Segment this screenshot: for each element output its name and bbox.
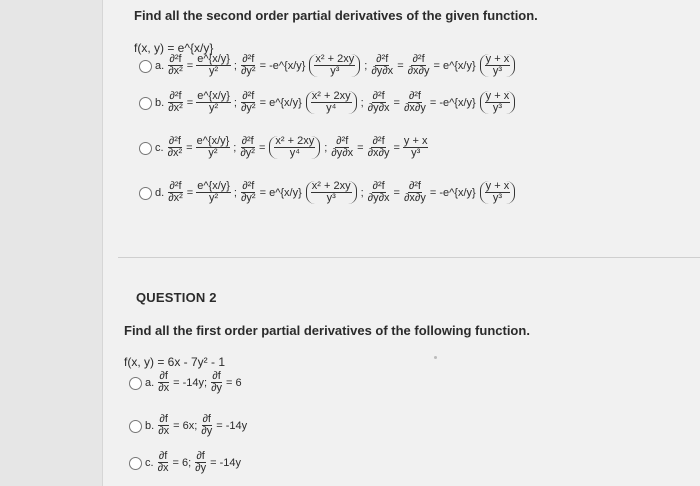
df-dx-denominator: ∂x	[157, 462, 169, 474]
fx-value: = -14y;	[173, 376, 208, 389]
d2f-dxdy-numerator: ∂²f	[408, 180, 421, 192]
d2f-dy2-numerator: ∂²f	[242, 180, 255, 192]
q1-option-3-radio[interactable]	[139, 142, 152, 155]
fyy-value	[309, 54, 360, 77]
d2f-dxdy-numerator: ∂²f	[412, 53, 425, 65]
fxx-value-numerator: e^{x/y}	[197, 180, 230, 192]
fxy-prefix: = -e^{x/y}	[429, 96, 476, 109]
fxx-value	[196, 54, 231, 77]
equals-sign: =	[357, 141, 364, 154]
separator: ;	[233, 96, 237, 109]
df-dx	[157, 414, 170, 437]
fyy-prefix: = -e^{x/y}	[259, 59, 306, 72]
fx-value: = 6x;	[173, 419, 198, 432]
fxy-value-fraction	[485, 181, 511, 204]
q1-option-2-radio[interactable]	[139, 97, 152, 110]
fyy-value	[269, 136, 320, 159]
fxy-prefix: =	[393, 141, 400, 154]
separator: ;	[360, 186, 364, 199]
q1-option-1-radio[interactable]	[139, 60, 152, 73]
fxy-value	[480, 91, 516, 114]
fxx-value-numerator: e^{x/y}	[197, 53, 230, 65]
q1-option-letter: a.	[155, 59, 165, 72]
df-dy	[210, 371, 223, 394]
df-dy	[200, 414, 213, 437]
fxx-value-denominator: y²	[208, 192, 219, 204]
df-dx-numerator: ∂f	[159, 370, 168, 382]
fxy-value-fraction	[485, 91, 511, 114]
fxy-value-fraction-denominator: y³	[492, 102, 503, 114]
d2f-dx2-denominator: ∂x²	[168, 65, 183, 77]
fy-value: = -14y	[210, 456, 241, 469]
fy-value: = -14y	[216, 419, 248, 432]
q1-function: f(x, y) = e^{x/y}	[134, 41, 214, 55]
fyy-value-fraction-numerator: x² + 2xy	[311, 90, 351, 102]
df-dy-numerator: ∂f	[202, 413, 211, 425]
q2-option-1-radio[interactable]	[129, 377, 142, 390]
fyy-value-fraction-denominator: y³	[330, 65, 340, 77]
df-dx	[157, 371, 170, 394]
q2-option-2[interactable]	[143, 414, 249, 437]
fyy-value-fraction-denominator: y⁴	[326, 102, 337, 114]
fxx-value-numerator: e^{x/y}	[197, 90, 230, 102]
q1-option-letter: b.	[155, 96, 165, 109]
q1-option-2[interactable]	[153, 91, 517, 114]
d2f-dydx	[330, 136, 354, 159]
separator: ;	[360, 96, 364, 109]
d2f-dxdy-denominator: ∂x∂y	[367, 147, 390, 159]
q2-option-3[interactable]	[143, 451, 243, 474]
d2f-dy2	[240, 91, 257, 114]
d2f-dxdy-numerator: ∂²f	[408, 90, 421, 102]
fxx-value-denominator: y²	[208, 147, 218, 159]
q2-option-1[interactable]	[143, 371, 244, 394]
fxy-value-fraction-numerator: y + x	[485, 53, 510, 65]
df-dx-denominator: ∂x	[158, 425, 170, 437]
d2f-dydx-numerator: ∂²f	[376, 53, 389, 65]
q1-option-1[interactable]	[153, 54, 517, 77]
d2f-dx2-numerator: ∂²f	[169, 180, 182, 192]
df-dy-numerator: ∂f	[196, 450, 205, 462]
fyy-value	[306, 181, 357, 204]
df-dx-numerator: ∂f	[159, 413, 168, 425]
d2f-dy2	[240, 54, 257, 77]
df-dy-denominator: ∂y	[211, 382, 222, 394]
q2-option-letter: a.	[145, 376, 155, 389]
d2f-dydx-numerator: ∂²f	[372, 90, 385, 102]
fxy-prefix: = e^{x/y}	[433, 59, 476, 72]
d2f-dy2-denominator: ∂y²	[240, 102, 256, 114]
d2f-dy2-denominator: ∂y²	[240, 192, 256, 204]
d2f-dydx-denominator: ∂y∂x	[367, 192, 390, 204]
d2f-dydx-numerator: ∂²f	[372, 180, 385, 192]
separator: ;	[233, 141, 237, 154]
d2f-dx2	[167, 181, 184, 204]
d2f-dx2	[167, 136, 184, 159]
d2f-dydx	[367, 91, 391, 114]
d2f-dxdy	[367, 136, 391, 159]
fxy-value-numerator: y + x	[403, 135, 428, 147]
d2f-dy2-numerator: ∂²f	[241, 135, 254, 147]
q2-option-letter: b.	[145, 419, 155, 432]
d2f-dx2-denominator: ∂x²	[168, 192, 183, 204]
d2f-dx2	[167, 54, 184, 77]
df-dy-denominator: ∂y	[201, 425, 213, 437]
equals-sign: =	[186, 141, 193, 154]
d2f-dx2-numerator: ∂²f	[169, 90, 182, 102]
equals-sign: =	[393, 96, 400, 109]
fxy-value-fraction-denominator: y³	[492, 192, 503, 204]
df-dx	[157, 451, 170, 474]
fxx-value-numerator: e^{x/y}	[196, 135, 230, 147]
d2f-dydx-denominator: ∂y∂x	[371, 65, 394, 77]
fxy-value-fraction-denominator: y³	[492, 65, 503, 77]
fxx-value	[196, 181, 231, 204]
df-dy	[194, 451, 207, 474]
equals-sign: =	[186, 59, 194, 72]
fxx-value-denominator: y²	[208, 102, 219, 114]
fyy-value-fraction-denominator: y³	[326, 192, 336, 204]
d2f-dx2-numerator: ∂²f	[169, 53, 182, 65]
q2-function: f(x, y) = 6x - 7y² - 1	[124, 355, 226, 369]
fxy-value-fraction-numerator: y + x	[485, 90, 510, 102]
d2f-dxdy-denominator: ∂x∂y	[407, 65, 430, 77]
d2f-dxdy-denominator: ∂x∂y	[403, 192, 426, 204]
d2f-dxdy	[403, 91, 427, 114]
fxy-value-denominator: y³	[411, 147, 421, 159]
equals-sign: =	[397, 59, 404, 72]
q2-heading: QUESTION 2	[136, 290, 217, 305]
fxx-value	[196, 91, 231, 114]
panel-edge	[102, 0, 103, 486]
fxy-value	[480, 54, 516, 77]
separator: ;	[364, 59, 368, 72]
d2f-dy2-denominator: ∂y²	[240, 65, 256, 77]
q2-option-letter: c.	[145, 456, 154, 469]
fyy-value	[306, 91, 357, 114]
d2f-dy2	[240, 181, 257, 204]
d2f-dy2-denominator: ∂y²	[240, 147, 255, 159]
d2f-dydx	[367, 181, 391, 204]
fyy-value-fraction-denominator: y⁴	[289, 147, 300, 159]
separator: ;	[324, 141, 328, 154]
fxy-value	[480, 181, 516, 204]
d2f-dx2-numerator: ∂²f	[168, 135, 181, 147]
d2f-dxdy	[407, 54, 431, 77]
d2f-dydx	[370, 54, 394, 77]
d2f-dxdy	[403, 181, 427, 204]
divider	[118, 257, 700, 258]
fyy-prefix: = e^{x/y}	[259, 186, 302, 199]
q1-option-letter: c.	[155, 141, 164, 154]
fyy-value-fraction	[274, 136, 315, 159]
fxy-value-fraction	[485, 54, 511, 77]
q1-option-4[interactable]	[153, 181, 517, 204]
q1-option-3[interactable]	[153, 136, 429, 159]
df-dy-numerator: ∂f	[212, 370, 221, 382]
fxx-value-denominator: y²	[208, 65, 219, 77]
fxy-value	[403, 136, 429, 159]
q1-option-letter: d.	[155, 186, 165, 199]
fyy-value-fraction	[314, 54, 355, 77]
d2f-dy2-numerator: ∂²f	[242, 90, 255, 102]
d2f-dy2-numerator: ∂²f	[242, 53, 255, 65]
q1-prompt: Find all the second order partial derivatives of the given function.	[134, 8, 538, 23]
equals-sign: =	[393, 186, 400, 199]
fxx-value	[196, 136, 231, 159]
d2f-dx2-denominator: ∂x²	[167, 147, 183, 159]
d2f-dxdy-denominator: ∂x∂y	[403, 102, 426, 114]
cursor-dot	[434, 356, 437, 359]
equals-sign: =	[186, 186, 194, 199]
fx-value: = 6;	[172, 456, 192, 469]
d2f-dx2	[167, 91, 184, 114]
d2f-dy2	[239, 136, 256, 159]
separator: ;	[233, 59, 237, 72]
fyy-value-fraction-numerator: x² + 2xy	[311, 180, 351, 192]
d2f-dx2-denominator: ∂x²	[168, 102, 183, 114]
fxy-prefix: = -e^{x/y}	[429, 186, 476, 199]
df-dx-numerator: ∂f	[158, 450, 168, 462]
df-dx-denominator: ∂x	[158, 382, 170, 394]
separator: ;	[233, 186, 237, 199]
d2f-dydx-numerator: ∂²f	[336, 135, 349, 147]
equals-sign: =	[186, 96, 194, 109]
fyy-value-fraction	[311, 91, 352, 114]
df-dy-denominator: ∂y	[195, 462, 207, 474]
fy-value: = 6	[226, 376, 242, 389]
q2-option-2-radio[interactable]	[129, 420, 142, 433]
fyy-value-fraction	[311, 181, 352, 204]
d2f-dydx-denominator: ∂y∂x	[331, 147, 354, 159]
fyy-prefix: = e^{x/y}	[259, 96, 302, 109]
d2f-dxdy-numerator: ∂²f	[372, 135, 385, 147]
fyy-value-fraction-numerator: x² + 2xy	[315, 53, 355, 65]
fxy-value-fraction-numerator: y + x	[485, 180, 510, 192]
d2f-dydx-denominator: ∂y∂x	[367, 102, 390, 114]
q2-prompt: Find all the first order partial derivatives of the following function.	[124, 323, 530, 338]
q1-option-4-radio[interactable]	[139, 187, 152, 200]
fyy-value-fraction-numerator: x² + 2xy	[275, 135, 315, 147]
q2-option-3-radio[interactable]	[129, 457, 142, 470]
fyy-prefix: =	[258, 141, 266, 154]
